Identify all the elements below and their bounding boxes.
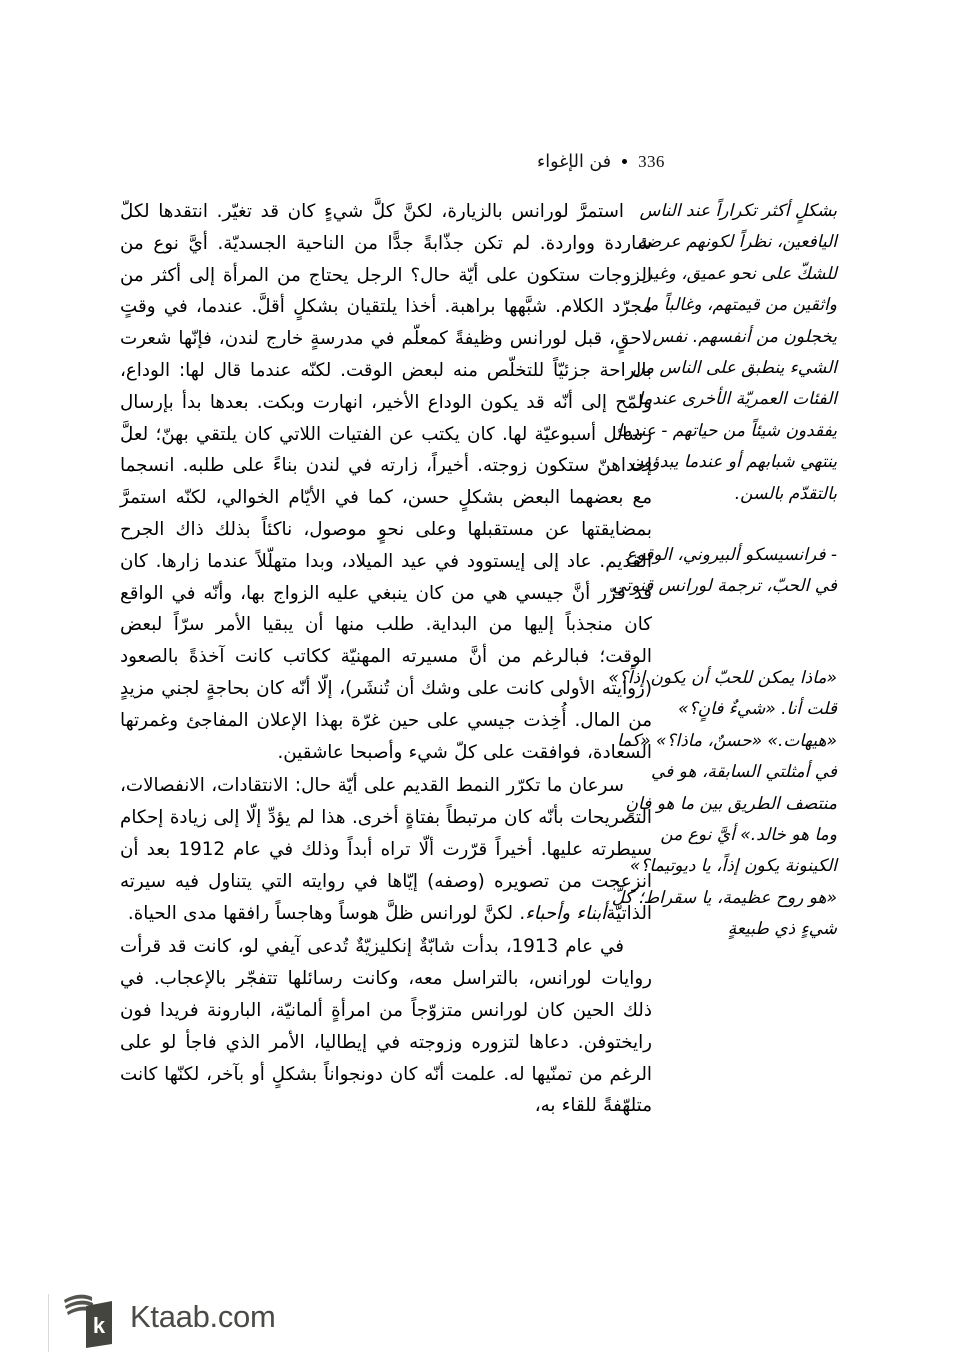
watermark-label: Ktaab.com xyxy=(130,1299,276,1334)
site-watermark xyxy=(62,1286,276,1348)
page-edge-rule xyxy=(48,1294,49,1352)
page-columns xyxy=(60,196,837,1236)
main-text-column xyxy=(120,196,652,1122)
body-paragraph xyxy=(120,770,652,929)
bullet-dot-icon xyxy=(622,159,627,164)
page-number: 336 xyxy=(638,152,665,171)
body-paragraph: في عام 1913، بدأت شابّةٌ إنكليزيّةٌ تُدعى آيفي لو، كانت قد قرأت روايات لورانس، بالتراسل معه، وكانت رسائلها تتفجّر بالإعجاب. في ذلك الحين كان لورانس متزوّجاً من امرأةٍ ألمانيّة، البارونة فريدا فون رايختوفن. دعاها لتزوره وزوجته في إيطاليا، الأمر الذي فاجأ لو على الرغم من تمنّيها له. علمت أنّه كان دونجواناً بشكلٍ أو بآخر، لكنّها كانت متلهّفةً للقاء به، xyxy=(120,936,652,1117)
body-paragraph-part: سرعان ما تكرّر النمط القديم على أيّة حال: الانتقادات، الانفصالات، التصريحات بأنّه كان مرتبطاً بفتاةٍ أخرى. هذا لم يؤدِّ إلّا إلى زيادة إحكام سيطرته عليها. أخيراً قرّرت ألّا تراه أبداً وذلك في عام 1912 بعد أن انزعجت من تصويره (وصفه) إيّاها في روايته التي يتناول فيه سيرته الذاتيّة xyxy=(120,775,652,924)
running-head xyxy=(537,152,837,172)
margin-quote-1-attribution: - فرانسيسكو ألبيروني، الوقوع في الحبّ، ترجمة لورانس قنوتي xyxy=(612,545,837,597)
margin-quote-1: بشكلٍ أكثر تكراراً عند الناس اليافعين، نظراً لكونهم عرضة للشكّ على نحو عميق، وغير واثقين من قيمتهم، وغالباً ما يخجلون من أنفسهم. نفس الشيء ينطبق على الناس من الفئات العمريّة الأخرى عندما يفقدون شيئاً من حياتهم - عندما ينتهي شبابهم أو عندما يبدؤون بالتقدّم بالسن. xyxy=(617,201,837,504)
svg-text:k: k xyxy=(92,1313,106,1338)
body-paragraph-part: . لكنَّ لورانس ظلَّ هوساً وهاجساً رافقها مدى الحياة. xyxy=(127,902,526,924)
book-title: فن الإغواء xyxy=(537,152,612,172)
body-paragraph: استمرَّ لورانس بالزيارة، لكنَّ كلَّ شيءٍ كان قد تغيّر. انتقدها لكلّ شاردة وواردة. لم تكن جذّابةً جدًّا من الناحية الجسديّة. أيَّ نوع من الزوجات ستكون على أيّة حال؟ الرجل يحتاج من المرأة إلى أكثر من مجرّد الكلام. شبَّهها براهبة. أخذا يلتقيان بشكلٍ أقلَّ. عندما، في وقتٍ لاحقٍ، قبل لورانس وظيفةً كمعلّم في مدرسةٍ خارج لندن، فإنّها شعرت بالراحة جزئيّاً للتخلّص منه لبعض الوقت. لكنّه عندما قال لها: الوداع، ولمّح إلى أنّه قد يكون الوداع الأخير، انهارت وبكت. بعدها بدأ بإرسال رسائل أسبوعيّة لها. كان يكتب عن الفتيات اللاتي كان يلتقي بهنّ؛ لعلَّ إحداهنّ ستكون زوجته. أخيراً، زارته في لندن بناءً على طلبه. انسجما مع بعضهما البعض بشكلٍ حسن، كما في الأيّام الخوالي، لكنّه استمرَّ بمضايقتها عن مستقبلها وعلى نحوٍ موصول، ناكئاً بذلك ذاك الجرح القديم. عاد إلى إيستوود في عيد الميلاد، وبدا متهلّلاً عندما زارها. كان قد قرّر أنَّ جيسي هي من كان ينبغي عليه الزواج بها، وأنّه في الواقع كان منجذباً إليها من البداية. طلب منها أن يبقيا الأمر سرّاً لبعض الوقت؛ فبالرغم من أنَّ مسيرته المهنيّة ككاتب كانت آخذةً بالصعود (روايته الأولى كانت على وشك أن تُنشَر)، إلّا أنّه كان بحاجةٍ لجني مزيدٍ من المال. أُخِذت جيسي على حين غرّة بهذا الإعلان المفاجئ وغمرتها السعادة، فوافقت على كلّ شيء وأصبحا عاشقين. xyxy=(120,201,652,763)
italic-book-title: أبناء وأحباء xyxy=(525,902,607,924)
margin-quote-2: «ماذا يمكن للحبّ أن يكون إذاً؟» قلت أنا. «شيءٌ فانٍ؟» «هيهات.» «حسنٌ، ماذا؟» «كما في أمثلتي السابقة، هو في منتصف الطريق بين ما هو فانٍ وما هو خالد.» أيَّ نوع من الكينونة يكون إذاً، يا ديوتيما؟» «هو روح عظيمة، يا سقراط؛ كلَّ شيءٍ ذي طبيعةٍ xyxy=(608,667,837,940)
open-book-icon xyxy=(62,1286,116,1348)
